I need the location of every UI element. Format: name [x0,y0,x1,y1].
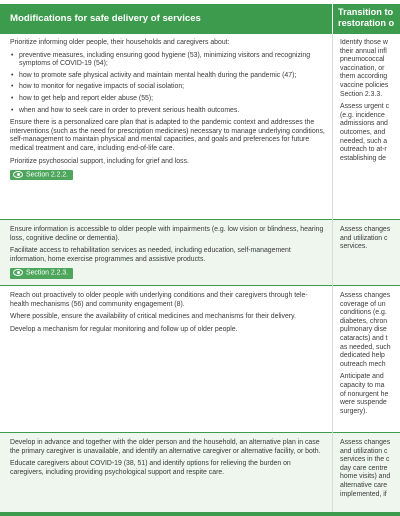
row2-left-cell [10,226,326,279]
row3-medicines: Where possible, ensure the availability of critical medicines and mechanisms for their delivery. [10,313,296,321]
list-item: • when and how to seek care in order to prevent serious health outcomes. [10,107,326,116]
list-item: • how to promote safe physical activity and maintain mental health during the pandemic (47); [10,72,326,81]
row3-telehealth: Reach out proactively to older people with underlying conditions and their caregivers through tele-health mechanisms (56) and community engagement (8). [10,292,308,308]
row4-left-cell [10,439,326,481]
list-item: • preventive measures, including ensuring good hygiene (53), minimizing visitors and recognizing symptoms of COVID-19 (54); [10,52,326,69]
header-modifications: Modifications for safe delivery of services [10,13,201,24]
row1-right-cell: Identify those w their annual infl pneumococcal vaccination, or them according vaccine policies Section 2.3.3. Assess urgent c (e.g. incidence admissions and outcomes, and needed, such a outreach to at-r establishing de [340,39,390,162]
column-divider [332,34,333,516]
table-row-2 [0,220,400,285]
table-row-3 [0,286,400,432]
section-link-2-2-2[interactable]: Section 2.2.2. [10,170,73,180]
list-item: • how to monitor for negative impacts of social isolation; [10,83,326,92]
header-transition: Transition to restoration o [338,7,395,28]
eye-icon [13,171,23,178]
section-link-2-2-3[interactable]: Section 2.2.3. [10,268,73,278]
row1-bullet-list [10,52,326,116]
row1-psychosocial: Prioritize psychosocial support, including for grief and loss. [10,157,189,165]
bottom-rule [0,512,400,516]
row2-rehabilitation: Facilitate access to rehabilitation services as needed, including education, self-management information, home exercise programmes and assistive products. [10,247,291,263]
row3-right-cell: Assess changes coverage of un conditions (e.g. diabetes, chron pulmonary dise cataracts) and t as needed, such dedicated help outreach mech Anticipate and capacity to ma of nonurgent he were suspende surgery). [340,292,391,415]
row1-care-plan: Ensure there is a personalized care plan that is adapted to the pandemic context and addresses the interventions (such as the need for prescription medicines) necessary to manage underlying conditions, self-management to maintain physical and mental capacities, and goals and preferences for future medical treatment and care, including end-of-life care. [10,119,325,152]
row2-accessible-info: Ensure information is accessible to older people with impairments (e.g. low vision or blindness, hearing loss, cognitive decline or dementia). [10,226,324,242]
table-row-1 [0,34,400,219]
row3-left-cell [10,292,326,338]
table-row-4 [0,433,400,512]
row1-intro: Prioritize informing older people, their households and caregivers about: [10,39,230,46]
row3-monitoring: Develop a mechanism for regular monitoring and follow up of older people. [10,325,238,333]
row4-right-cell: Assess changes and utilization c services in the c day care centre home visits) and alternative care implemented, if [340,439,391,498]
row2-right-cell: Assess changes and utilization c services. [340,226,391,251]
header-divider [332,4,333,34]
table-header [0,4,400,34]
row4-alternative-plan: Develop in advance and together with the older person and the household, an alternative plan in case the primary caregiver is unavailable, and identify an alternative caregiver or alternative facility, or both. [10,439,321,455]
row1-left-cell [10,39,326,180]
eye-icon [13,269,23,276]
row4-educate-caregivers: Educate caregivers about COVID-19 (38, 51) and identify options for relieving the burden on caregivers, including providing psychological support and respite care. [10,460,291,476]
list-item: • how to get help and report elder abuse (55); [10,95,326,104]
